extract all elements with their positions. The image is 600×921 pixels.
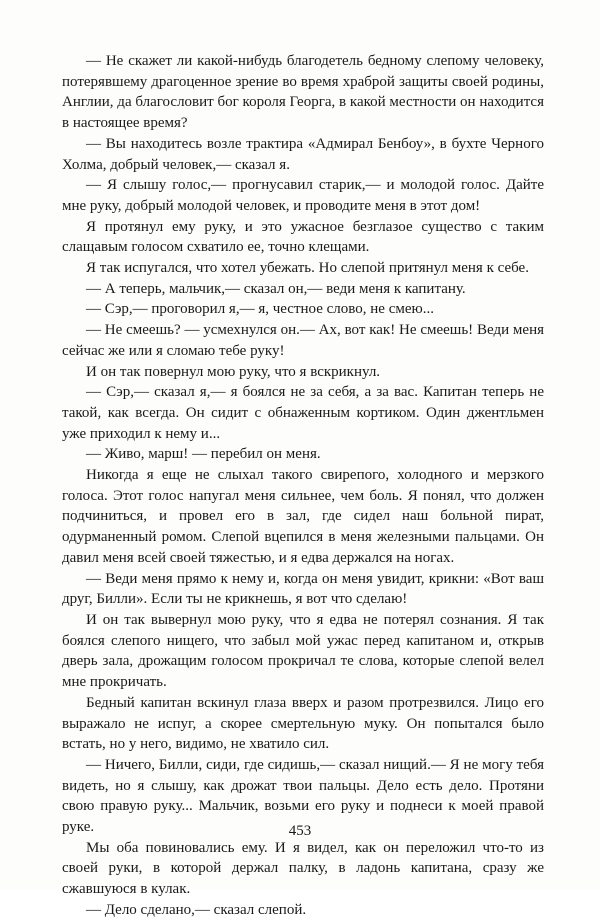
body-text [62, 51, 544, 921]
paragraph: — Вы находитесь возле трактира «Адмирал Бенбоу», в бухте Черного Холма, добрый человек,— сказал я. [62, 135, 544, 173]
paragraph: Я протянул ему руку, и это ужасное безглазое существо с таким слащавым голосом схватило ее, точно клещами. [62, 218, 544, 256]
paragraph: И он так повернул мою руку, что я вскрикнул. [86, 363, 381, 380]
paragraph: — Сэр,— проговорил я,— я, честное слово, не смею... [86, 301, 434, 318]
paragraph: — Не смеешь? — усмехнулся он.— Ах, вот как! Не смеешь! Веди меня сейчас же или я сломаю тебе руку! [62, 322, 544, 359]
paragraph: — Не скажет ли какой-нибудь благодетель бедному слепому человеку, потерявшему драгоценное зрение во время храброй защиты своей родины, Англии, да благословит бог короля Георга, в какой местности он находится в настоящее время? [62, 53, 544, 132]
paragraph: — Веди меня прямо к нему и, когда он меня увидит, крикни: «Вот ваш друг, Билли». Если ты не крикнешь, я вот что сделаю! [62, 570, 544, 608]
paragraph: И он так вывернул мою руку, что я едва не потерял сознания. Я так боялся слепого нищего, что забыл мой ужас перед капитаном и, открыв дверь зала, дрожащим голосом прокричал те слова, которые слепой велел мне прокричать. [62, 611, 544, 691]
paragraph: Мы оба повиновались ему. И я видел, как он переложил что-то из своей руки, в которой держал палку, в ладонь капитана, сразу же сжавшуюся в кулак. [62, 839, 544, 898]
page-number: 453 [288, 823, 312, 839]
paragraph: — Сэр,— сказал я,— я боялся не за себя, а за вас. Капитан теперь не такой, как всегда. Он сидит с обнаженным кортиком. Один джентльмен уже приходил к нему и... [62, 384, 544, 442]
paragraph: Бедный капитан вскинул глаза вверх и разом протрезвился. Лицо его выражало не испуг, а скорее смертельную муку. Он попытался было встать, но у него, видимо, не хватило сил. [62, 694, 544, 753]
paragraph: Никогда я еще не слыхал такого свирепого, холодного и мерзкого голоса. Этот голос напугал меня сильнее, чем боль. Я понял, что должен подчиниться, и провел его в зал, где сидел наш больной пират, одурманенный ромом. Слепой вцепился в меня железными пальцами. Он давил меня всей своей тяжестью, и я едва держался на ногах. [62, 467, 544, 566]
paragraph: — Ничего, Билли, сиди, где сидишь,— сказал нищий.— Я не могу тебя видеть, но я слышу, как дрожат твои пальцы. Дело есть дело. Протяни свою правую руку... Мальчик, возьми его руку и поднеси к моей правой руке. [62, 756, 544, 836]
paragraph: — А теперь, мальчик,— сказал он,— веди меня к капитану. [86, 280, 466, 297]
paragraph: Я так испугался, что хотел убежать. Но слепой притянул меня к себе. [86, 260, 529, 277]
paragraph: — Живо, марш! — перебил он меня. [86, 446, 321, 463]
paragraph: — Дело сделано,— сказал слепой. [86, 901, 307, 918]
paragraph: — Я слышу голос,— прогнусавил старик,— и молодой голос. Дайте мне руку, добрый молодой человек, и проводите меня в этот дом! [62, 177, 544, 214]
